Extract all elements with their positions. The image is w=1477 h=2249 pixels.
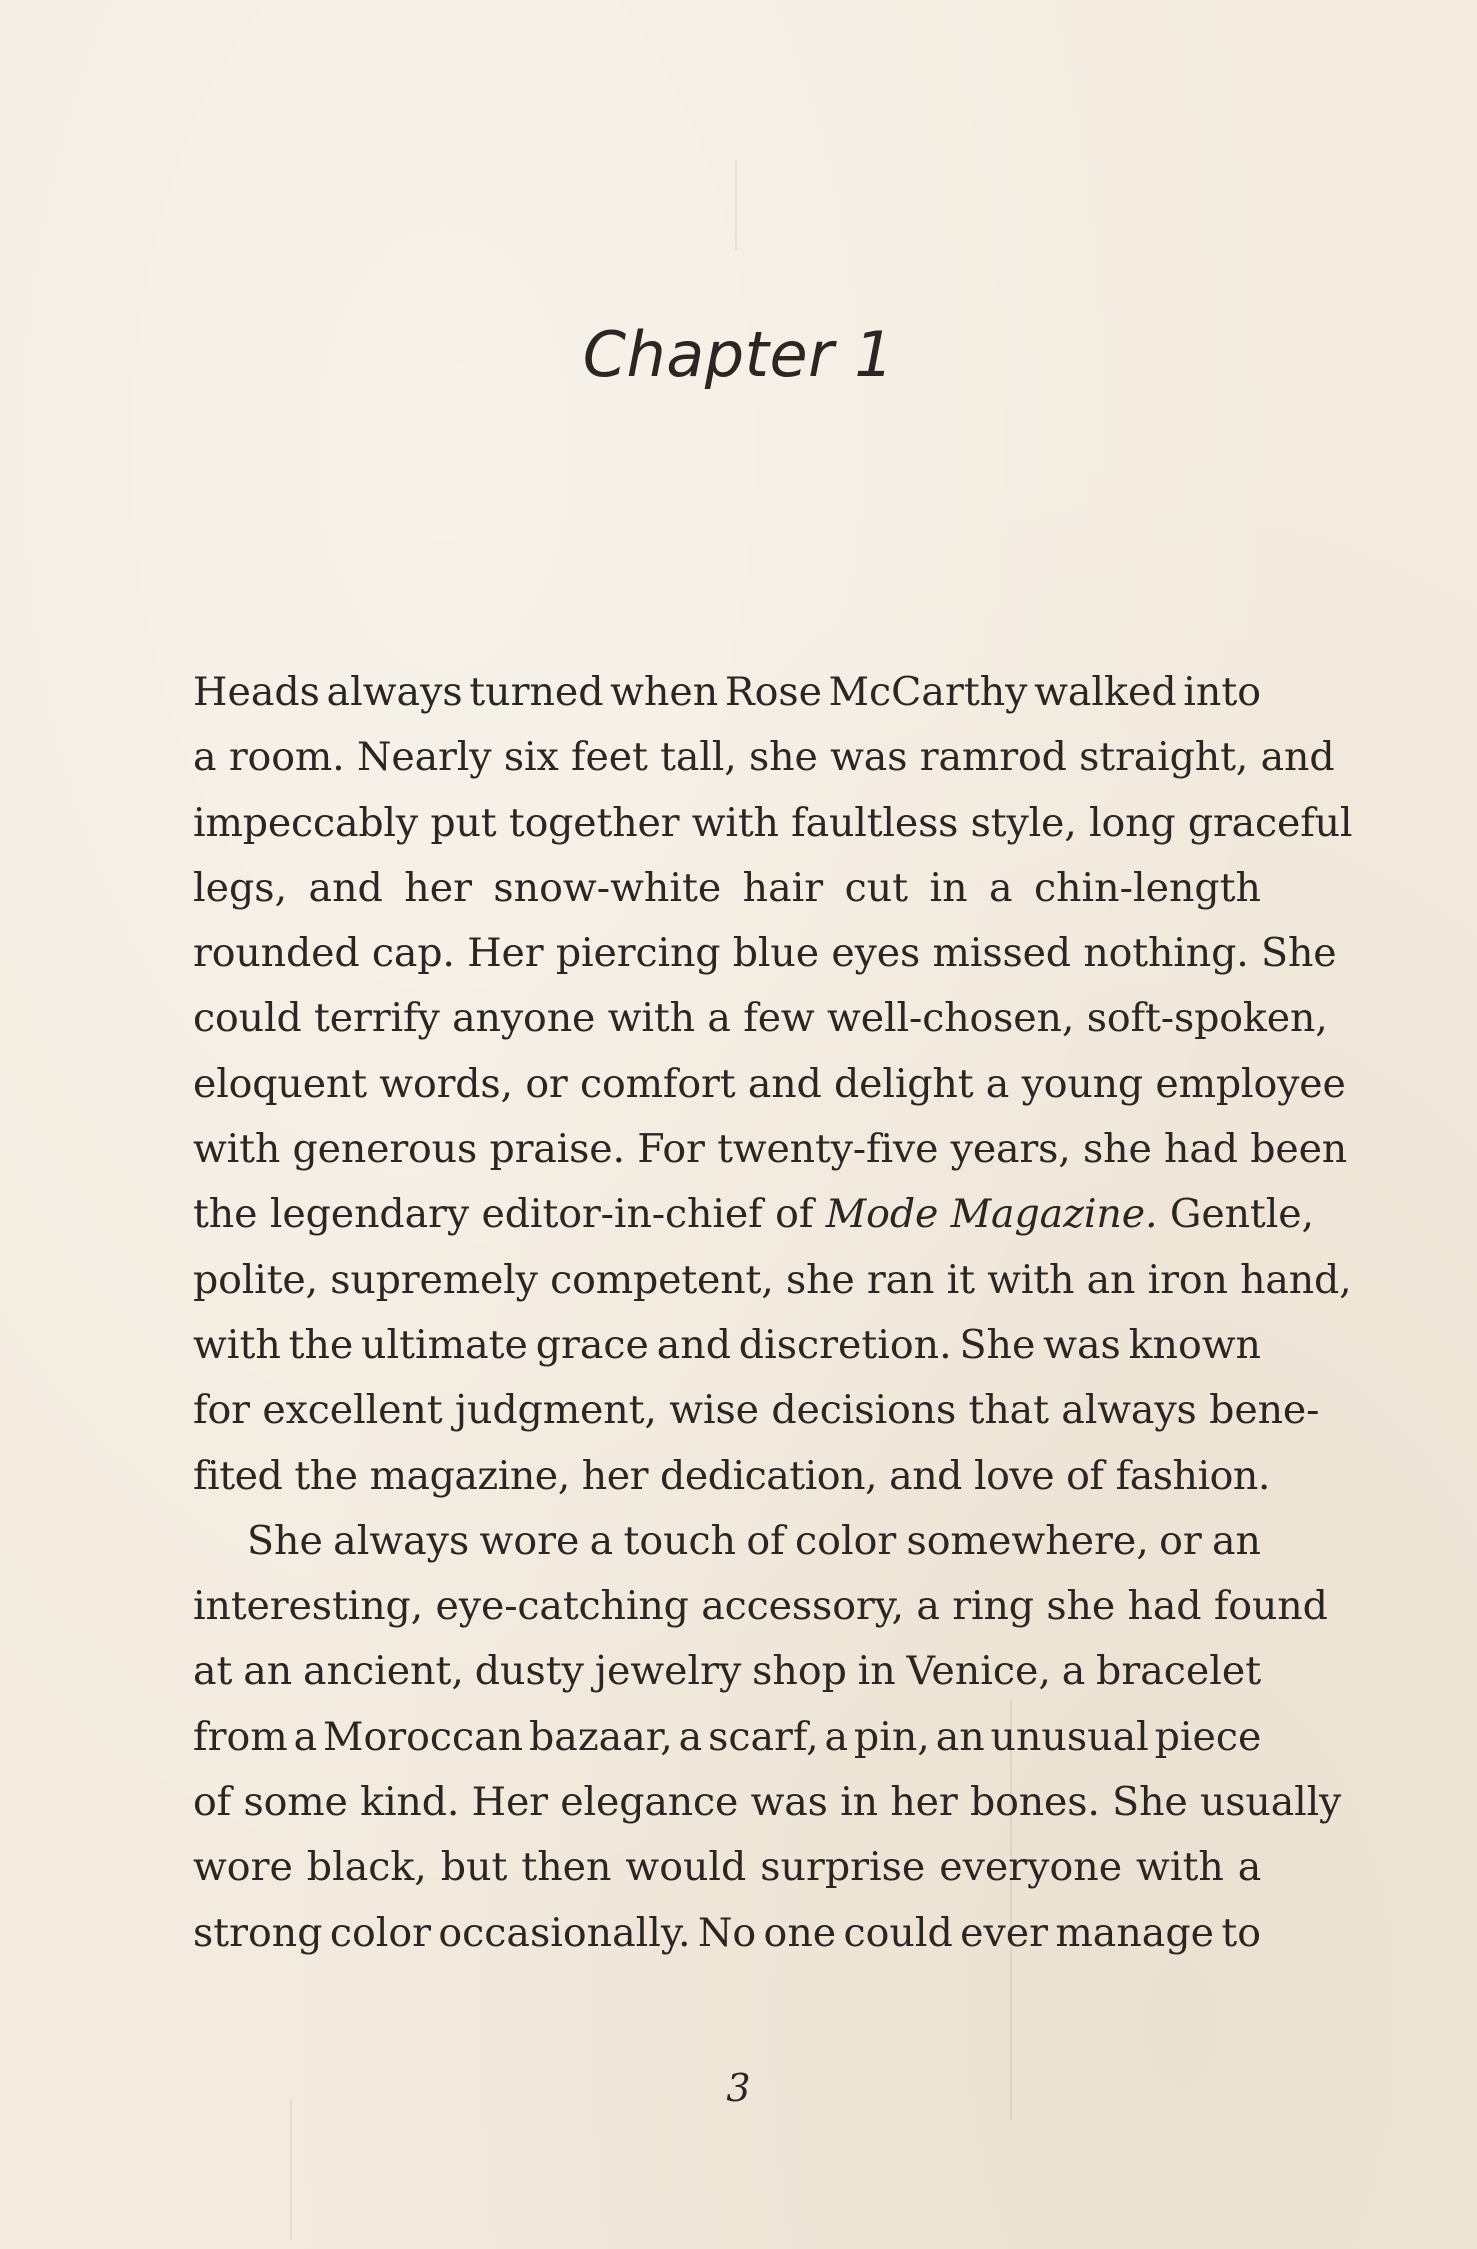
text-line: interesting, eye-catching accessory, a ring she had found bbox=[193, 1583, 1328, 1630]
text-line: Heads always turned when Rose McCarthy walked into bbox=[193, 669, 1261, 715]
text-line: at an ancient, dusty jewelry shop in Venice, a bracelet bbox=[193, 1648, 1262, 1695]
text-line: eloquent words, or comfort and delight a young employee bbox=[193, 1060, 1346, 1107]
text-line: of some kind. Her elegance was in her bones. She usually bbox=[193, 1779, 1342, 1826]
text-line: legs, and her snow-white hair cut in a chin-length bbox=[193, 864, 1261, 911]
scan-crease-mark bbox=[290, 2100, 292, 2240]
page-number: 3 bbox=[726, 2066, 751, 2110]
text-line: from a Moroccan bazaar, a scarf, a pin, an unusual piece bbox=[193, 1713, 1262, 1760]
text-line: She always wore a touch of color somewhere, or an bbox=[247, 1517, 1261, 1564]
text-line: polite, supremely competent, she ran it with an iron hand, bbox=[193, 1256, 1352, 1303]
text-line: strong color occasionally. No one could ever manage to bbox=[193, 1909, 1261, 1956]
text-segment: Gentle, bbox=[1157, 1191, 1314, 1238]
text-line: impeccably put together with faultless style, long graceful bbox=[193, 799, 1353, 846]
text-line bbox=[193, 1182, 1314, 1247]
text-line: for excellent judgment, wise decisions that always bene- bbox=[193, 1387, 1320, 1434]
body-text bbox=[193, 660, 1353, 1966]
text-line: rounded cap. Her piercing blue eyes missed nothing. She bbox=[193, 930, 1337, 977]
text-segment: the legendary editor-in-chief of bbox=[193, 1191, 826, 1238]
text-line: wore black, but then would surprise everyone with a bbox=[193, 1844, 1262, 1891]
chapter-title: Chapter 1 bbox=[582, 318, 895, 391]
text-line: a room. Nearly six feet tall, she was ramrod straight, and bbox=[193, 734, 1335, 781]
scan-crease-mark bbox=[735, 160, 737, 250]
text-line: with the ultimate grace and discretion. She was known bbox=[193, 1321, 1261, 1368]
magazine-title: Mode Magazine. bbox=[825, 1191, 1158, 1238]
text-line: with generous praise. For twenty-five years, she had been bbox=[193, 1126, 1348, 1173]
text-line: could terrify anyone with a few well-chosen, soft-spoken, bbox=[193, 995, 1328, 1042]
text-line: fited the magazine, her dedication, and love of fashion. bbox=[193, 1452, 1270, 1499]
